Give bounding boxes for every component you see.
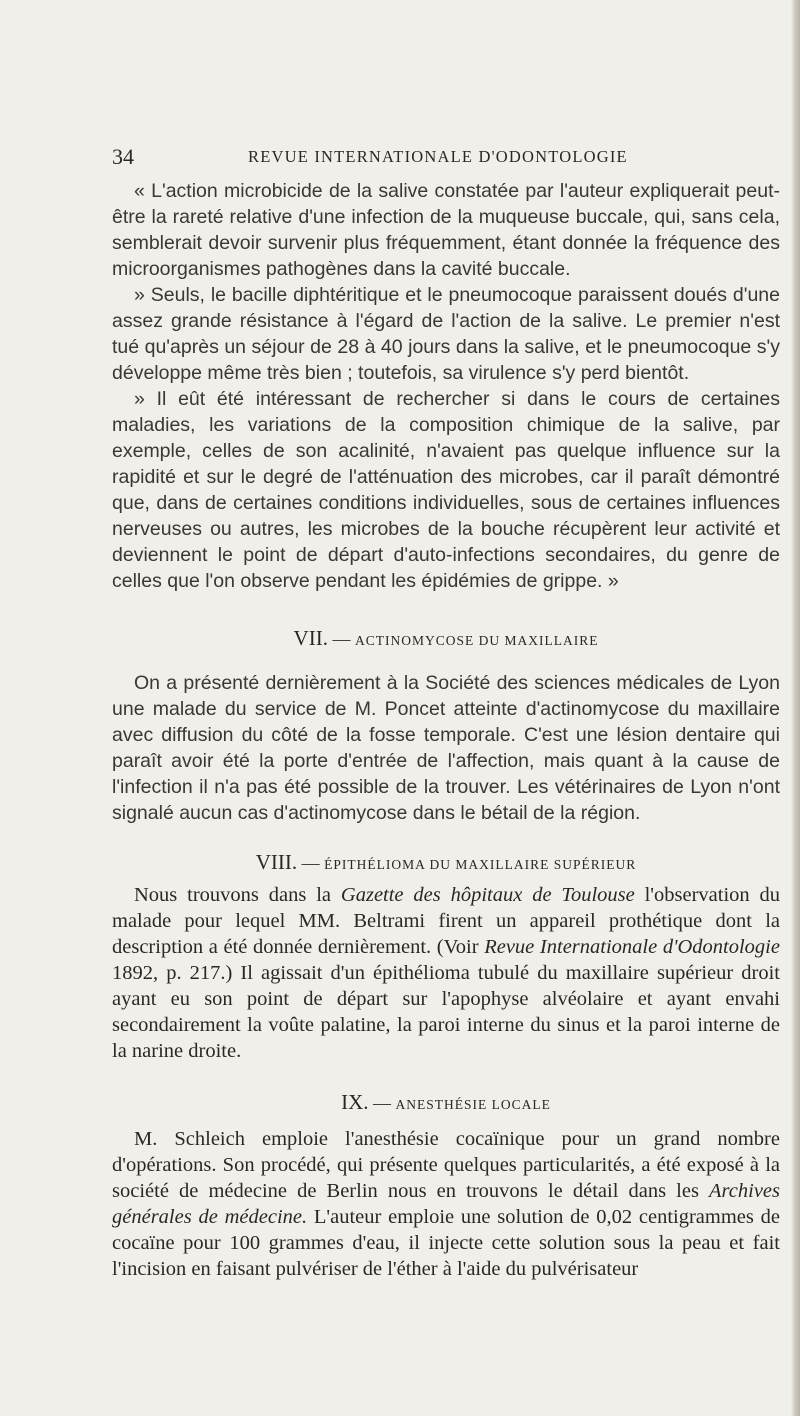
section-title: ACTINOMYCOSE DU MAXILLAIRE [354,633,599,648]
journal-title-italic: Gazette des hôpitaux de Toulouse [340,884,635,906]
quote-paragraph: » Il eût été intéressant de rechercher si dans le cours de certaines maladies, les variations de la composition chimique de la salive, par exemple, celles de son acalinité, n'avaient pas quelque influence sur la rapidité et sur le degré de l'atténuation des microbes, car il paraît démontré que, dans de certaines conditions individuelles, sous de certaines influences nerveuses ou autres, les microbes de la bouche récupèrent leur activité et deviennent le point de départ d'auto-infections secondaires, du genre de celles que l'on observe pendant les épidémies de grippe. » [112,388,780,592]
journal-title-italic: Revue Internationale d'Odontologie [484,936,780,958]
section-numeral: VIII. [255,850,298,874]
section-title: ANESTHÉSIE LOCALE [395,1097,551,1112]
text-run: 1892, p. 217.) Il agissait d'un épithélioma tubulé du maxillaire supérieur droit ayant eu son point de départ sur l'apophyse alvéolaire et ayant envahi secondairement la voûte palatine, la paroi interne du sinus et la paroi interne de la narine droite. [112,962,780,1062]
page-edge-shadow [791,0,800,1416]
section-body-ix [112,1126,780,1282]
journal-title-italic: Archives générales de médecine. [112,1180,780,1228]
section-numeral: VII. [293,626,328,650]
section-heading-ix [112,1088,780,1119]
page-header [112,142,780,172]
section-dash: — [373,1093,392,1113]
section-body-vii [112,670,780,826]
section-paragraph: On a présenté dernièrement à la Société des sciences médicales de Lyon une malade du service de M. Poncet atteinte d'actinomycose du maxillaire avec diffusion du côté de la fosse temporale. C'est une lésion dentaire qui paraît avoir été la porte d'entrée de l'affection, mais quant à la cause de l'infection il n'a pas été possible de la trouver. Les vétérinaires de Lyon n'ont signalé aucun cas d'actinomycose dans le bétail de la région. [112,672,780,824]
section-heading-viii [112,848,780,879]
text-run: M. Schleich emploie l'anesthésie cocaïnique pour un grand nombre d'opérations. Son procédé, qui présente quelques particularités, a été exposé à la société de médecine de Berlin nous en trouvons le détail dans les [112,1128,780,1202]
section-dash: — [301,853,320,873]
section-numeral: IX. [341,1090,369,1114]
text-run: l'observation du malade pour lequel MM. Beltrami firent un appareil prothétique dont la description a été donnée dernièrement. (Voir [112,884,781,958]
text-run: Nous trouvons dans la [134,884,341,906]
quote-paragraph: » Seuls, le bacille diphtéritique et le pneumocoque paraissent doués d'une assez grande résistance à l'égard de l'action de la salive. Le premier n'est tué qu'après un séjour de 28 à 40 jours dans la salive, et le pneumocoque s'y développe même très bien ; toutefois, sa virulence s'y perd bientôt. [112,284,780,384]
running-title: REVUE INTERNATIONALE D'ODONTOLOGIE [248,147,628,166]
page-number: 34 [112,144,134,169]
section-paragraph [112,1126,780,1282]
section-body-viii [112,882,780,1064]
section-title: ÉPITHÉLIOMA DU MAXILLAIRE SUPÉRIEUR [324,857,637,872]
text-run: L'auteur emploie une solution de 0,02 centigrammes de cocaïne pour 100 grammes d'eau, il injecte cette solution sous la peau et fait l'incision en faisant pulvériser de l'éther à l'aide du pulvérisateur [112,1206,780,1280]
section-paragraph [112,882,780,1064]
quote-block [112,178,780,594]
section-dash: — [332,629,351,649]
quote-paragraph: « L'action microbicide de la salive constatée par l'auteur expliquerait peut-être la rareté relative d'une infection de la muqueuse buccale, qui, sans cela, semblerait devoir survenir plus fréquemment, étant donnée la fréquence des microorganismes pathogènes dans la cavité buccale. [112,180,780,280]
section-heading-vii [112,624,780,655]
